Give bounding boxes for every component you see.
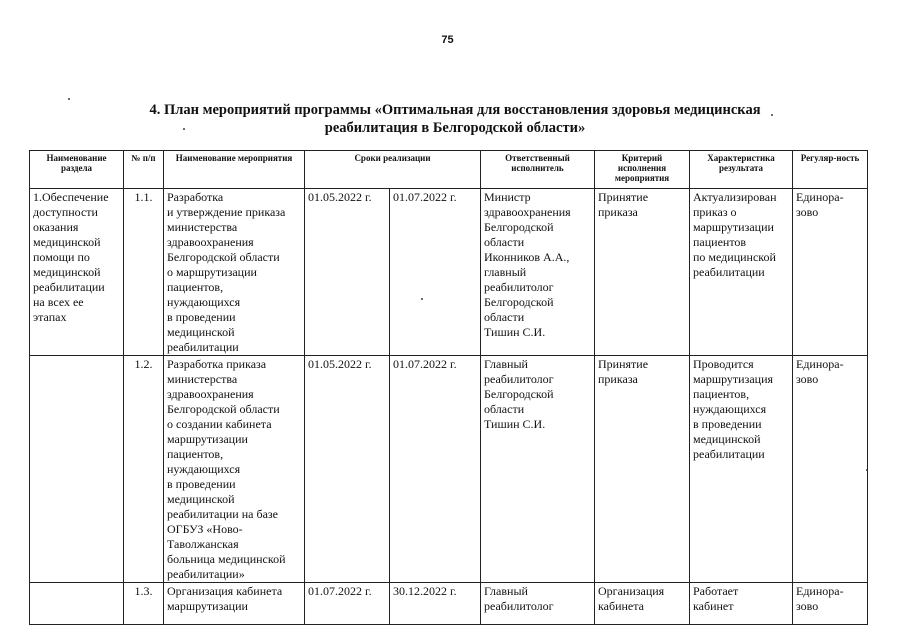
document-title: 4. План мероприятий программы «Оптимальная для восстановления здоровья медицинская реабилитация в Белгородской области» xyxy=(149,102,761,136)
table-header-row xyxy=(30,151,868,189)
activity-cell: Разработка и утверждение приказа министерства здравоохранения Белгородской области о маршрутизации пациентов, нуждающихся в проведении медицинской реабилитации xyxy=(164,189,305,356)
activity-cell: Организация кабинета маршрутизации xyxy=(164,583,305,625)
plan-table xyxy=(29,150,868,625)
end-date-cell: 01.07.2022 г. xyxy=(390,356,481,583)
end-date-cell: 30.12.2022 г. xyxy=(390,583,481,625)
header-criterion: Критерий исполнения мероприятия xyxy=(595,151,690,189)
scan-speck xyxy=(771,114,773,116)
scan-speck xyxy=(183,128,185,130)
responsible-cell: Главный реабилитолог Белгородской области Тишин С.И. xyxy=(481,356,595,583)
criterion-cell: Организация кабинета xyxy=(595,583,690,625)
responsible-cell: Главный реабилитолог xyxy=(481,583,595,625)
header-activity: Наименование мероприятия xyxy=(164,151,305,189)
number-cell: 1.1. xyxy=(124,189,164,356)
table-row xyxy=(30,583,868,625)
table-row xyxy=(30,189,868,356)
result-cell: Актуализирован приказ о маршрутизации пациентов по медицинской реабилитации xyxy=(690,189,793,356)
responsible-cell: Министр здравоохранения Белгородской области Иконников А.А., главный реабилитолог Белгородской области Тишин С.И. xyxy=(481,189,595,356)
header-responsible: Ответственный исполнитель xyxy=(481,151,595,189)
header-section: Наименование раздела xyxy=(30,151,124,189)
number-cell: 1.2. xyxy=(124,356,164,583)
header-timeline: Сроки реализации xyxy=(305,151,481,189)
header-result: Характеристика результата xyxy=(690,151,793,189)
result-cell: Работает кабинет xyxy=(690,583,793,625)
section-cell xyxy=(30,583,124,625)
start-date-cell: 01.05.2022 г. xyxy=(305,356,390,583)
regularity-cell: Единора- зово xyxy=(793,189,868,356)
scan-speck xyxy=(68,98,70,100)
start-date-cell: 01.07.2022 г. xyxy=(305,583,390,625)
number-cell: 1.3. xyxy=(124,583,164,625)
activity-cell: Разработка приказа министерства здравоохранения Белгородской области о создании кабинета маршрутизации пациентов, нуждающихся в проведении медицинской реабилитации на базе ОГБУЗ «Ново- Таволжанская больница медицинской реабилитации» xyxy=(164,356,305,583)
section-cell xyxy=(30,356,124,583)
criterion-cell: Принятие приказа xyxy=(595,189,690,356)
regularity-cell: Единора- зово xyxy=(793,583,868,625)
criterion-cell: Принятие приказа xyxy=(595,356,690,583)
header-regularity: Регуляр-ность xyxy=(793,151,868,189)
table-row xyxy=(30,356,868,583)
section-cell: 1.Обеспечение доступности оказания медицинской помощи по медицинской реабилитации на всех ее этапах xyxy=(30,189,124,356)
page-number: 75 xyxy=(441,34,454,46)
regularity-cell: Единора- зово xyxy=(793,356,868,583)
start-date-cell: 01.05.2022 г. xyxy=(305,189,390,356)
result-cell: Проводится маршрутизация пациентов, нуждающихся в проведении медицинской реабилитации xyxy=(690,356,793,583)
end-date-cell: 01.07.2022 г. xyxy=(390,189,481,356)
header-number: № п/п xyxy=(124,151,164,189)
